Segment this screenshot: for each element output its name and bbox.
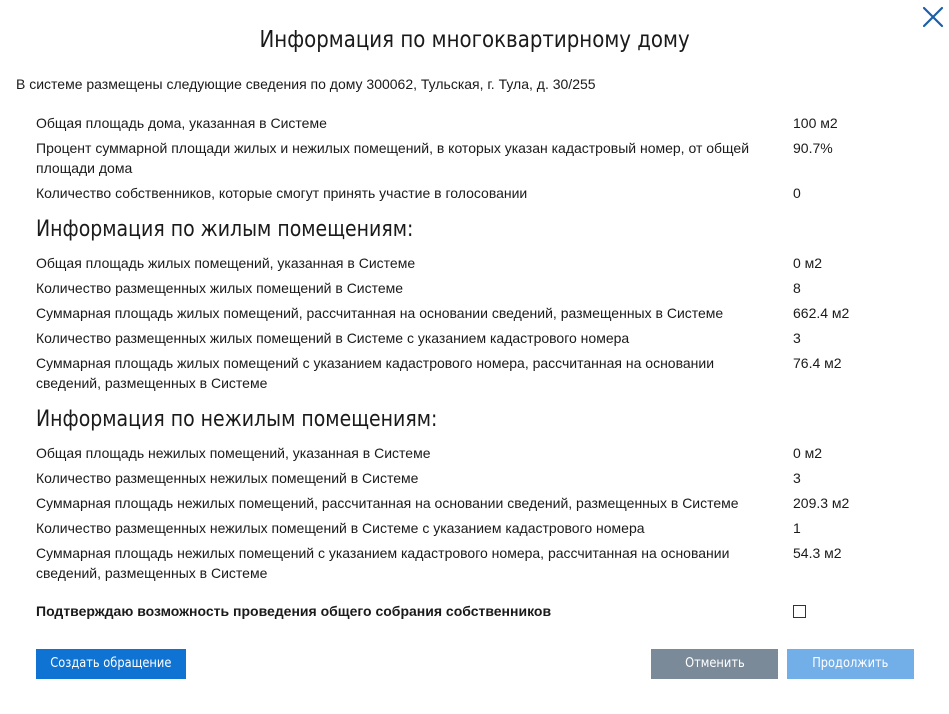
info-row-label: Количество размещенных нежилых помещений в Системе [36, 470, 419, 486]
info-row-label: Суммарная площадь нежилых помещений с указанием кадастрового номера, рассчитанная на основании сведений, размещенных в Системе [36, 545, 730, 581]
create-request-button-label: Создать обращение [50, 656, 172, 671]
info-row-label: Количество размещенных жилых помещений в Системе с указанием кадастрового номера [36, 330, 630, 346]
info-row-value: 0 м2 [793, 255, 823, 271]
info-row [36, 493, 916, 513]
confirm-row [36, 601, 916, 621]
info-row-value: 8 [793, 280, 801, 296]
info-row-label: Общая площадь жилых помещений, указанная в Системе [36, 255, 416, 271]
info-row [36, 353, 916, 393]
info-row-value: 3 [793, 470, 801, 486]
info-row-label: Общая площадь нежилых помещений, указанная в Системе [36, 445, 431, 461]
info-content [36, 113, 916, 583]
info-row-value: 662.4 м2 [793, 305, 850, 321]
info-row [36, 138, 916, 178]
close-button[interactable] [921, 5, 945, 29]
continue-button-label: Продолжить [812, 656, 889, 671]
info-row-label: Количество собственников, которые смогут принять участие в голосовании [36, 185, 528, 201]
info-row [36, 183, 916, 203]
cancel-button-label: Отменить [684, 656, 745, 671]
modal-title: Информация по многоквартирному дому [259, 27, 690, 53]
info-row-label: Количество размещенных нежилых помещений в Системе с указанием кадастрового номера [36, 520, 645, 536]
info-row-label: Суммарная площадь жилых помещений, рассчитанная на основании сведений, размещенных в Системе [36, 305, 724, 321]
info-row [36, 328, 916, 348]
info-row-value: 0 [793, 185, 801, 201]
info-row [36, 518, 916, 538]
info-row [36, 253, 916, 273]
info-row-value: 1 [793, 520, 801, 536]
info-row-label: Суммарная площадь нежилых помещений, рассчитанная на основании сведений, размещенных в Системе [36, 495, 739, 511]
info-row-value: 76.4 м2 [793, 355, 842, 371]
info-row-label: Количество размещенных жилых помещений в Системе [36, 280, 404, 296]
cancel-button[interactable] [651, 649, 778, 679]
confirm-label: Подтверждаю возможность проведения общего собрания собственников [36, 603, 552, 619]
residential-section-title: Информация по жилым помещениям: [36, 217, 414, 242]
continue-button[interactable] [787, 649, 914, 679]
info-row-label: Суммарная площадь жилых помещений с указанием кадастрового номера, рассчитанная на основании сведений, размещенных в Системе [36, 355, 715, 391]
info-row [36, 468, 916, 488]
info-row-value: 90.7% [793, 140, 833, 156]
nonresidential-section-title: Информация по нежилым помещениям: [36, 407, 438, 432]
info-row-value: 3 [793, 330, 801, 346]
info-row-label: Процент суммарной площади жилых и нежилых помещений, в которых указан кадастровый номер, от общей площади дома [36, 140, 750, 176]
info-row-value: 0 м2 [793, 445, 823, 461]
info-row [36, 303, 916, 323]
confirm-checkbox[interactable] [793, 605, 806, 618]
info-row [36, 278, 916, 298]
info-row [36, 443, 916, 463]
info-row [36, 543, 916, 583]
close-icon[interactable] [921, 5, 945, 29]
info-row [36, 113, 916, 133]
info-row-value: 54.3 м2 [793, 545, 842, 561]
info-row-value: 100 м2 [793, 115, 838, 131]
intro-text: В системе размещены следующие сведения по дому 300062, Тульская, г. Тула, д. 30/255 [16, 76, 596, 92]
create-request-button[interactable] [36, 649, 186, 679]
info-row-label: Общая площадь дома, указанная в Системе [36, 115, 327, 131]
info-row-value: 209.3 м2 [793, 495, 850, 511]
